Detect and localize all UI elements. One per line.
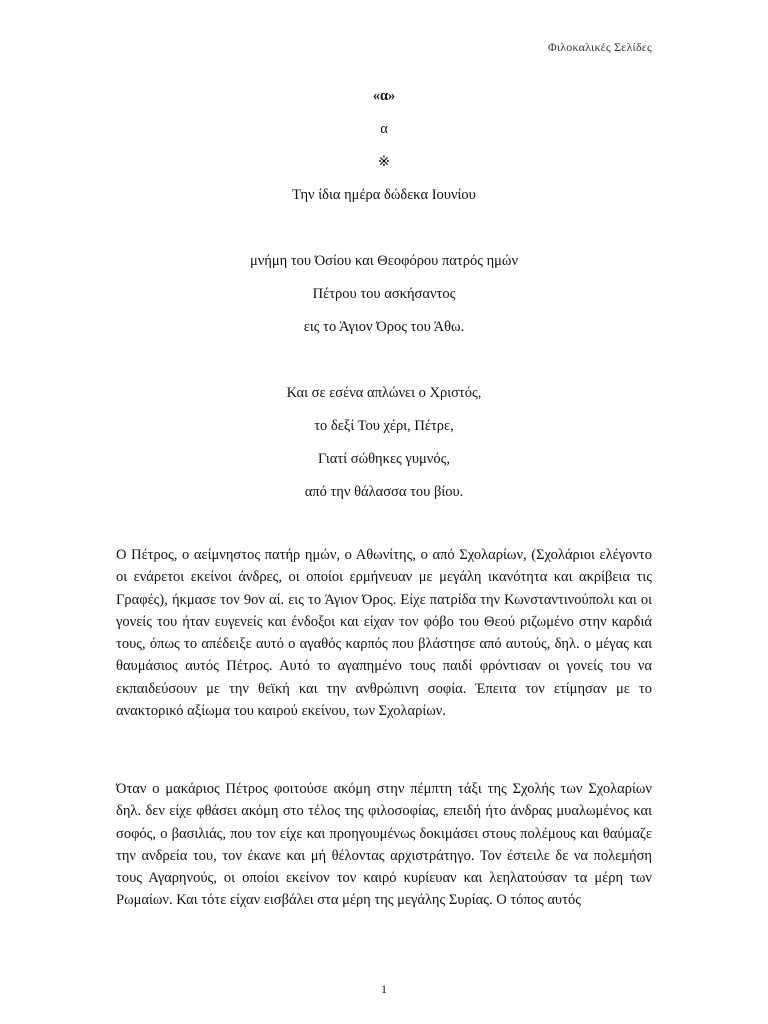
page-number: 1 bbox=[381, 982, 387, 996]
verse-line-3: Γιατί σώθηκες γυμνός, bbox=[318, 451, 450, 467]
verse-line-4: από την θάλασσα του βίου. bbox=[304, 484, 464, 500]
reference-symbol: ※ bbox=[377, 154, 391, 170]
commemoration-line-2: Πέτρου του ασκήσαντος bbox=[312, 286, 456, 302]
body-paragraph-2: Όταν ο μακάριος Πέτρος φοιτούσε ακόμη στην πέμπτη τάξι της Σχολής των Σχολαρίων δηλ. δεν είχε φθάσει ακόμη στο τέλος της φιλοσοφίας, επειδή ήτο άνδρας μυαλωμένος και σοφός, ο βασιλιάς, που τον είχε και προηγουμένως δοκιμάσει στους πολέμους και θαύμαζε την ανδρεία του, τον έκανε και μή θέλοντας αρχιστράτηγο. Τον έστειλε δε να πολεμήση τους Αγαρηνούς, οι οποίοι εκείνον τον καιρό κυρίευαν και λεηλατούσαν τα μέρη των Ρωμαίων. Και τότε είχαν εισβάλει στα μέρη της μεγάλης Συρίας. Ο τόπος αυτός bbox=[116, 781, 652, 909]
body-paragraph-1: Ο Πέτρος, ο αείμνηστος πατήρ ημών, ο Αθωνίτης, ο από Σχολαρίων, (Σχολάριοι ελέγοντο οι ενάρετοι εκείνοι άνδρες, οι οποίοι ερμήνευαν με μεγάλη ικανότητα και ακρίβεια τις Γραφές), ήκμασε τον 9ον αί. εις το Άγιον Όρος. Είχε πατρίδα την Κωνσταντινούπολι και οι γονείς του ήταν ευγενείς και ένδοξοι και είχαν τον φόβο του Θεού ριζωμένο στην καρδιά τους, όπως το απέδειξε αυτό ο αγαθός καρπός που βλάστησε από αυτούς, δηλ. ο μέγας και θαυμάσιος αυτός Πέτρος. Αυτό το αγαπημένο τους παιδί φρόντισαν οι γονείς του να εκπαιδεύσουν με την θεϊκή και την ανθρώπινη σοφία. Έπειτα τον ετίμησαν με το ανακτορικό αξίωμα του καιρού εκείνου, των Σχολαρίων. bbox=[116, 547, 652, 720]
date-line: Την ίδια ημέρα δώδεκα Ιουνίου bbox=[292, 187, 476, 203]
verse-line-2: το δεξί Του χέρι, Πέτρε, bbox=[314, 418, 454, 434]
running-header: Φιλοκαλικές Σελίδες bbox=[547, 40, 652, 54]
commemoration-line-1: μνήμη του Όσίου και Θεοφόρου πατρός ημών bbox=[249, 253, 519, 269]
commemoration-line-3: εις το Άγιον Όρος του Άθω. bbox=[303, 319, 465, 335]
verse-line-1: Και σε εσένα απλώνει ο Χριστός, bbox=[286, 385, 482, 401]
title-letter: α bbox=[380, 121, 388, 137]
title-mark: «α» bbox=[372, 88, 396, 104]
